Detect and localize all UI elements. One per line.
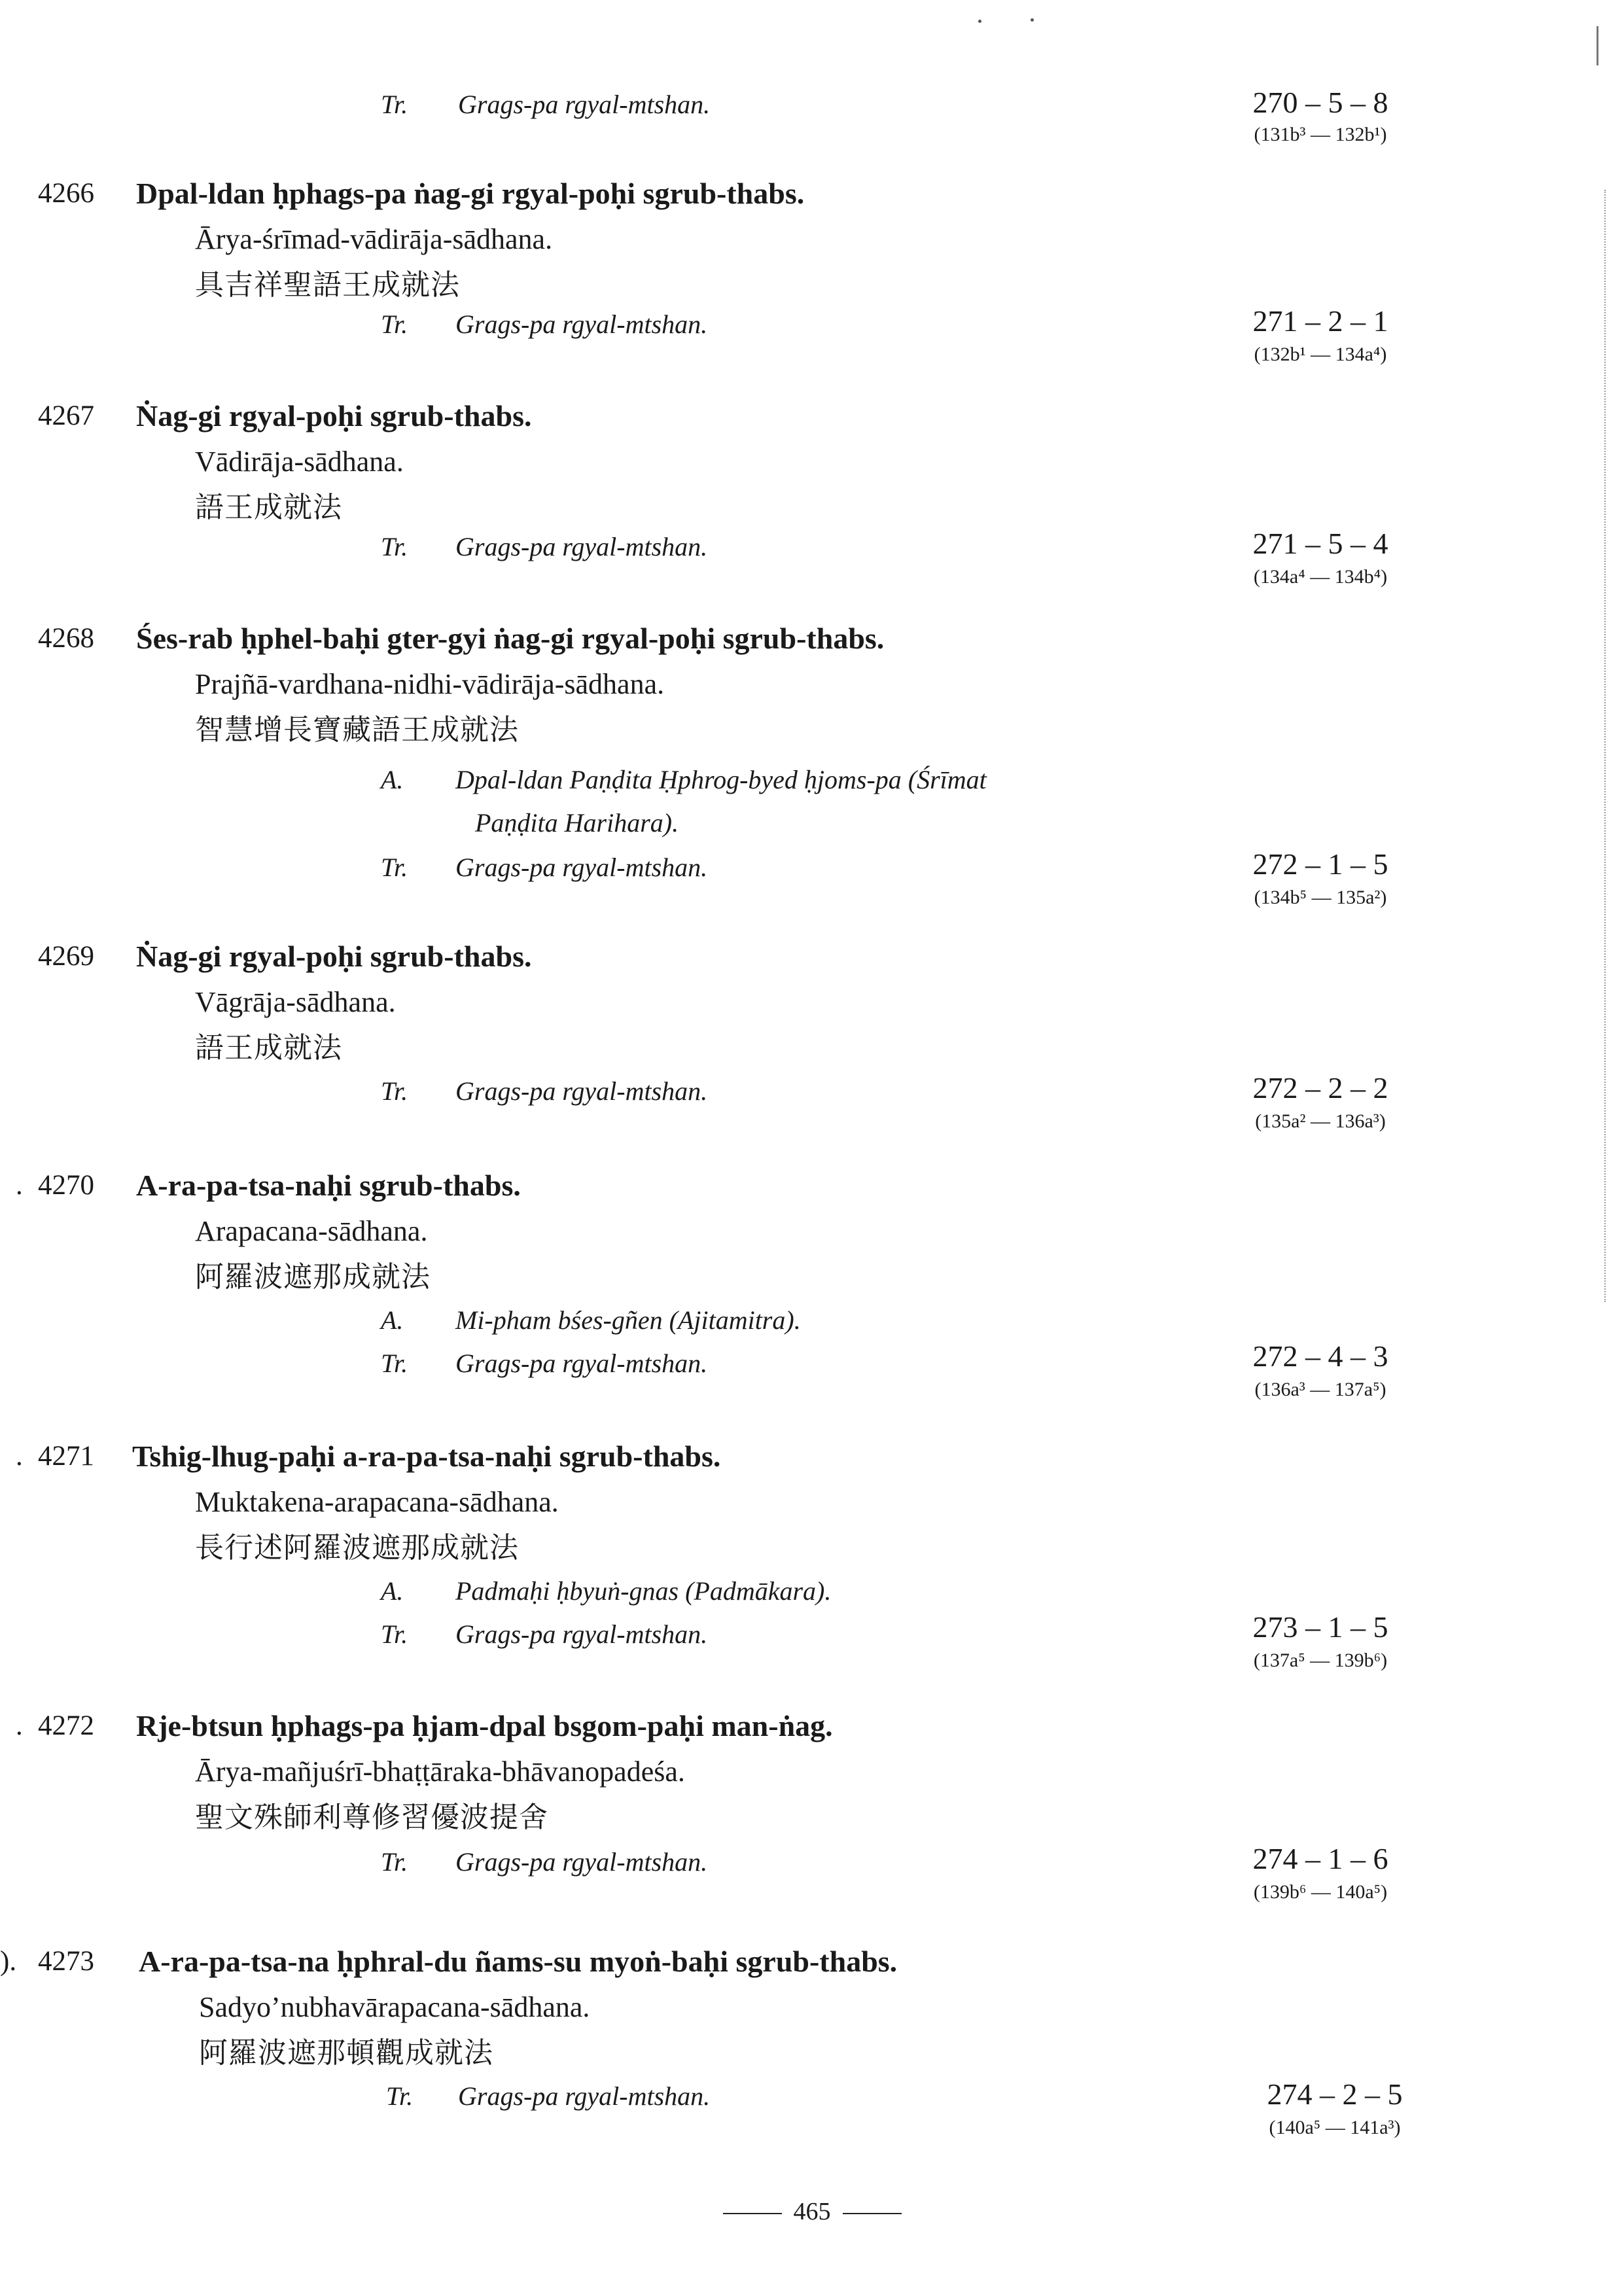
- entry-number: . 4270: [38, 1166, 94, 1205]
- page-number: 465: [793, 2198, 831, 2225]
- tibetan-title: Dpal-ldan ḥphags-pa ṅag-gi rgyal-poḥi sgrub-thabs.: [136, 177, 805, 210]
- volume-reference: 273 – 1 – 5: [1252, 1610, 1388, 1644]
- translator-name: Grags-pa rgyal-mtshan.: [455, 309, 708, 339]
- lead-translator-block: [0, 85, 1624, 164]
- volume-reference: 272 – 4 – 3: [1252, 1339, 1388, 1373]
- sanskrit-title: Arapacana-sādhana.: [195, 1215, 428, 1247]
- translator-role: Tr.: [381, 853, 408, 882]
- entry-number: . 4271: [38, 1437, 94, 1476]
- entry-number: 4266: [38, 178, 94, 209]
- folio-reference: (134a⁴ — 134b⁴): [1253, 566, 1388, 588]
- translator-name: Grags-pa rgyal-mtshan.: [455, 853, 708, 882]
- folio-reference: (139b⁶ — 140a⁵): [1253, 1881, 1388, 1903]
- volume-reference: 274 – 1 – 6: [1252, 1842, 1388, 1875]
- author-name: Dpal-ldan Paṇḍita Ḥphrog-byed ḥjoms-pa (Śrīmat: [455, 765, 987, 794]
- entry-number: ). 4273: [38, 1942, 94, 1981]
- author-role: A.: [381, 765, 404, 794]
- translator-role: Tr.: [381, 1619, 408, 1649]
- scan-speck: [978, 20, 981, 23]
- sanskrit-title: Vāgrāja-sādhana.: [195, 986, 396, 1018]
- folio-reference: (134b⁵ — 135a²): [1254, 887, 1387, 908]
- sanskrit-title: Vādirāja-sādhana.: [195, 446, 404, 478]
- footer-rule-right: [843, 2213, 902, 2214]
- tibetan-title: Śes-rab ḥphel-baḥi gter-gyi ṅag-gi rgyal-poḥi sgrub-thabs.: [136, 622, 885, 655]
- tibetan-title: Tshig-lhug-paḥi a-ra-pa-tsa-naḥi sgrub-thabs.: [132, 1439, 721, 1473]
- sanskrit-title: Prajñā-vardhana-nidhi-vādirāja-sādhana.: [195, 668, 665, 700]
- entry-number: 4267: [38, 400, 94, 431]
- chinese-title: 阿羅波遮那成就法: [195, 1260, 431, 1294]
- sanskrit-title: Ārya-śrīmad-vādirāja-sādhana.: [195, 223, 553, 255]
- folio-reference: (136a³ — 137a⁵): [1254, 1379, 1386, 1400]
- tibetan-title: Rje-btsun ḥphags-pa ḥjam-dpal bsgom-paḥi man-ṅag.: [136, 1709, 833, 1742]
- entry-number: 4268: [38, 623, 94, 654]
- translator-role: Tr.: [381, 1349, 408, 1378]
- translator-name: Grags-pa rgyal-mtshan.: [458, 2081, 711, 2111]
- author-name: Padmaḥi ḥbyuṅ-gnas (Padmākara).: [455, 1576, 832, 1606]
- sanskrit-title: Ārya-mañjuśrī-bhaṭṭāraka-bhāvanopadeśa.: [195, 1756, 685, 1788]
- chinese-title: 阿羅波遮那頓觀成就法: [199, 2036, 493, 2070]
- chinese-title: 聖文殊師利尊修習優波提舍: [195, 1801, 548, 1834]
- translator-role: Tr.: [381, 1847, 408, 1877]
- tibetan-title: A-ra-pa-tsa-naḥi sgrub-thabs.: [136, 1169, 521, 1202]
- translator-role: Tr.: [381, 309, 408, 339]
- author-name: Mi-pham bśes-gñen (Ajitamitra).: [455, 1305, 801, 1335]
- volume-reference: 271 – 2 – 1: [1252, 304, 1388, 338]
- chinese-title: 語王成就法: [195, 491, 342, 524]
- entry-number: . 4272: [38, 1706, 94, 1746]
- folio-reference: (135a² — 136a³): [1255, 1110, 1386, 1132]
- translator-name: Grags-pa rgyal-mtshan.: [455, 1847, 708, 1877]
- chinese-title: 長行述阿羅波遮那成就法: [195, 1531, 519, 1564]
- translator-name: Grags-pa rgyal-mtshan.: [458, 90, 711, 119]
- sanskrit-title: Muktakena-arapacana-sādhana.: [195, 1486, 559, 1518]
- entry-number: 4269: [38, 941, 94, 972]
- scan-edge-mark: [1604, 190, 1606, 1302]
- scan-edge-mark: [1597, 26, 1598, 65]
- translator-role: Tr.: [381, 1076, 408, 1106]
- folio-reference: (137a⁵ — 139b⁶): [1253, 1650, 1388, 1671]
- translator-role: Tr.: [381, 90, 408, 119]
- volume-reference: 270 – 5 – 8: [1252, 86, 1388, 119]
- sanskrit-title: Sadyo’nubhavārapacana-sādhana.: [199, 1991, 590, 2023]
- chinese-title: 語王成就法: [195, 1031, 342, 1065]
- tibetan-title: A-ra-pa-tsa-na ḥphral-du ñams-su myoṅ-baḥi sgrub-thabs.: [139, 1945, 898, 1978]
- tibetan-title: Ṅag-gi rgyal-poḥi sgrub-thabs.: [136, 940, 532, 973]
- folio-reference: (140a⁵ — 141a³): [1269, 2117, 1401, 2138]
- author-name-continued: Paṇḍita Harihara).: [475, 808, 679, 838]
- folio-reference: (131b³ — 132b¹): [1254, 124, 1387, 145]
- author-role: A.: [381, 1305, 404, 1335]
- translator-name: Grags-pa rgyal-mtshan.: [455, 1619, 708, 1649]
- page-number-footer: [0, 2195, 1624, 2228]
- volume-reference: 274 – 2 – 5: [1267, 2077, 1403, 2111]
- translator-name: Grags-pa rgyal-mtshan.: [455, 1349, 708, 1378]
- author-role: A.: [381, 1576, 404, 1606]
- translator-name: Grags-pa rgyal-mtshan.: [455, 532, 708, 561]
- volume-reference: 272 – 1 – 5: [1252, 847, 1388, 881]
- translator-role: Tr.: [381, 532, 408, 561]
- footer-rule-left: [723, 2213, 782, 2214]
- scan-speck: [1031, 18, 1034, 22]
- translator-role: Tr.: [386, 2081, 414, 2111]
- translator-name: Grags-pa rgyal-mtshan.: [455, 1076, 708, 1106]
- volume-reference: 271 – 5 – 4: [1252, 527, 1388, 560]
- tibetan-title: Ṅag-gi rgyal-poḥi sgrub-thabs.: [136, 399, 532, 433]
- folio-reference: (132b¹ — 134a⁴): [1254, 344, 1387, 365]
- chinese-title: 具吉祥聖語王成就法: [195, 268, 460, 302]
- chinese-title: 智慧增長寶藏語王成就法: [195, 713, 519, 747]
- volume-reference: 272 – 2 – 2: [1252, 1071, 1388, 1104]
